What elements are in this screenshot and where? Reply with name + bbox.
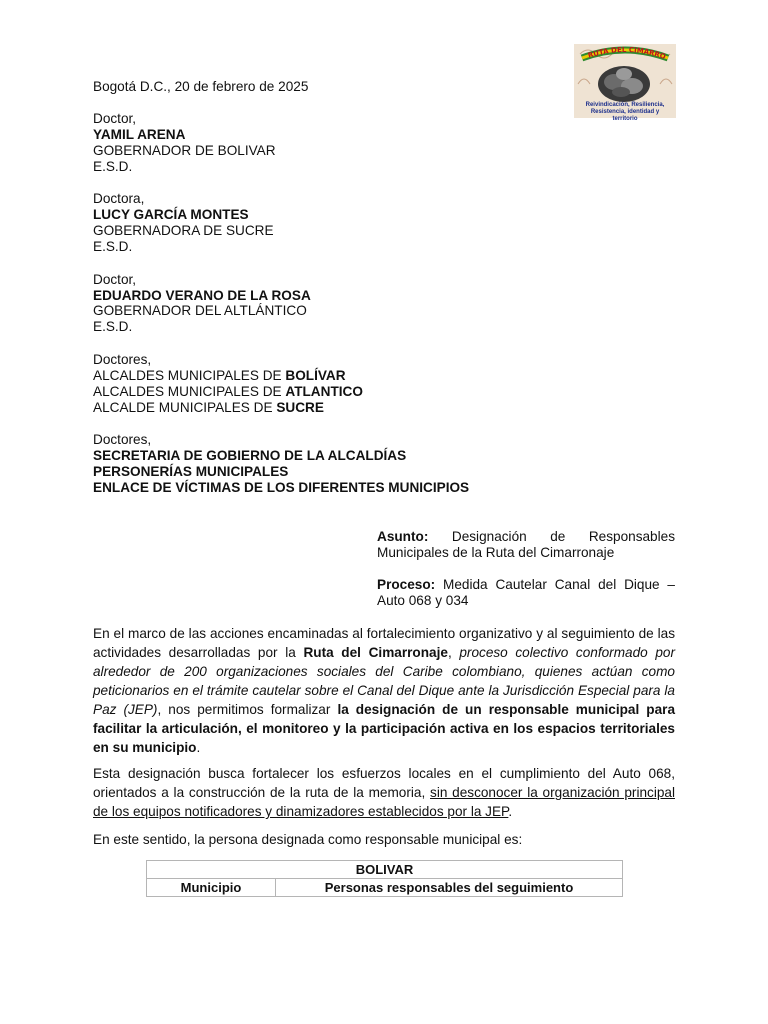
mayors-line-1	[93, 368, 346, 384]
mayors-line-3	[93, 400, 324, 416]
recipient-1-name: YAMIL ARENA	[93, 127, 186, 142]
recipient-1-salutation: Doctor,	[93, 111, 137, 126]
p1-text-g: .	[196, 740, 201, 755]
officials-line-3: ENLACE DE VÍCTIMAS DE LOS DIFERENTES MUNICIPIOS	[93, 480, 470, 495]
body-paragraph-2	[93, 764, 675, 821]
header-responsables: Personas responsables del seguimiento	[276, 879, 623, 897]
recipient-3-esd: E.S.D.	[93, 319, 133, 334]
mayors-line-3-prefix: ALCALDE MUNICIPALES DE	[93, 400, 277, 415]
p1-text-a: En el marco de las acciones encaminadas al fortalecimiento organizativo y al seguimiento de las actividades desarrolladas por la	[93, 626, 675, 660]
asunto-label: Asunto:	[377, 529, 429, 544]
logo-tagline: Reivindicación, Resiliencia, Resistencia, identidad y territorio	[585, 102, 665, 122]
asunto-line-2: Municipales de la Ruta del Cimarronaje	[377, 545, 615, 560]
officials-salutation: Doctores,	[93, 432, 152, 447]
p2-underlined: sin desconocer la organización principal de los equipos notificadores y dinamizadores establecidos por la JEP	[93, 785, 675, 819]
asunto-line-1	[377, 529, 675, 545]
responsables-table	[146, 860, 623, 897]
mayors-line-3-place: SUCRE	[276, 400, 324, 415]
officials-line-2: PERSONERÍAS MUNICIPALES	[93, 464, 289, 479]
p2-text-a: Esta designación busca fortalecer los esfuerzos locales en el cumplimiento del Auto 068, orientados a la construcción de la ruta de la memoria,	[93, 766, 675, 800]
recipient-3-title: GOBERNADOR DEL ALTLÁNTICO	[93, 303, 307, 318]
proceso-label: Proceso:	[377, 577, 436, 592]
asunto-text-1: Designación de Responsables	[451, 529, 675, 544]
mayors-line-1-prefix: ALCALDES MUNICIPALES DE	[93, 368, 286, 383]
table-title: BOLIVAR	[147, 861, 623, 879]
ruta-cimarronaje-logo	[574, 44, 676, 122]
p1-italic: proceso colectivo conformado por alrededor de 200 organizaciones sociales del Caribe colombiano, quienes actúan como peticionarios en el trámite cautelar sobre el Canal del Dique ante la Jurisdicción Especial para la Paz (JEP)	[93, 645, 676, 717]
proceso-line-2: Auto 068 y 034	[377, 593, 469, 608]
p1-text-e: , nos permitimos formalizar	[157, 702, 338, 717]
body-paragraph-1	[93, 624, 675, 757]
officials-line-1: SECRETARIA DE GOBIERNO DE LA ALCALDÍAS	[93, 448, 407, 463]
recipient-2-esd: E.S.D.	[93, 239, 133, 254]
recipient-1-title: GOBERNADOR DE BOLIVAR	[93, 143, 276, 158]
recipient-3-name: EDUARDO VERANO DE LA ROSA	[93, 288, 311, 303]
proceso-line-1	[377, 577, 675, 593]
date-line: Bogotá D.C., 20 de febrero de 2025	[93, 79, 309, 94]
mayors-line-2	[93, 384, 363, 400]
p1-ruta-name: Ruta del Cimarronaje	[303, 645, 448, 660]
mayors-line-2-place: ATLANTICO	[285, 384, 363, 399]
recipient-3-salutation: Doctor,	[93, 272, 137, 287]
recipient-1-esd: E.S.D.	[93, 159, 133, 174]
proceso-text-1: Medida Cautelar Canal del Dique –	[443, 577, 675, 592]
recipient-2-name: LUCY GARCÍA MONTES	[93, 207, 249, 222]
header-municipio: Municipio	[147, 879, 276, 897]
p1-bold-designation: la designación de un responsable municipal para facilitar la articulación, el monitoreo y la participación activa en los espacios territoriales en su municipio	[93, 702, 676, 755]
logo-title-text: RUTA DEL CIMARRO	[587, 45, 667, 62]
mayors-line-2-prefix: ALCALDES MUNICIPALES DE	[93, 384, 286, 399]
recipient-2-title: GOBERNADORA DE SUCRE	[93, 223, 274, 238]
mayors-salutation: Doctores,	[93, 352, 152, 367]
p1-text-c: ,	[447, 645, 460, 660]
mayors-line-1-place: BOLÍVAR	[285, 368, 346, 383]
recipient-2-salutation: Doctora,	[93, 191, 145, 206]
table-title-row	[147, 861, 623, 879]
table-header-row	[147, 879, 623, 897]
body-paragraph-3: En este sentido, la persona designada como responsable municipal es:	[93, 832, 523, 847]
p2-text-c: .	[508, 804, 513, 819]
